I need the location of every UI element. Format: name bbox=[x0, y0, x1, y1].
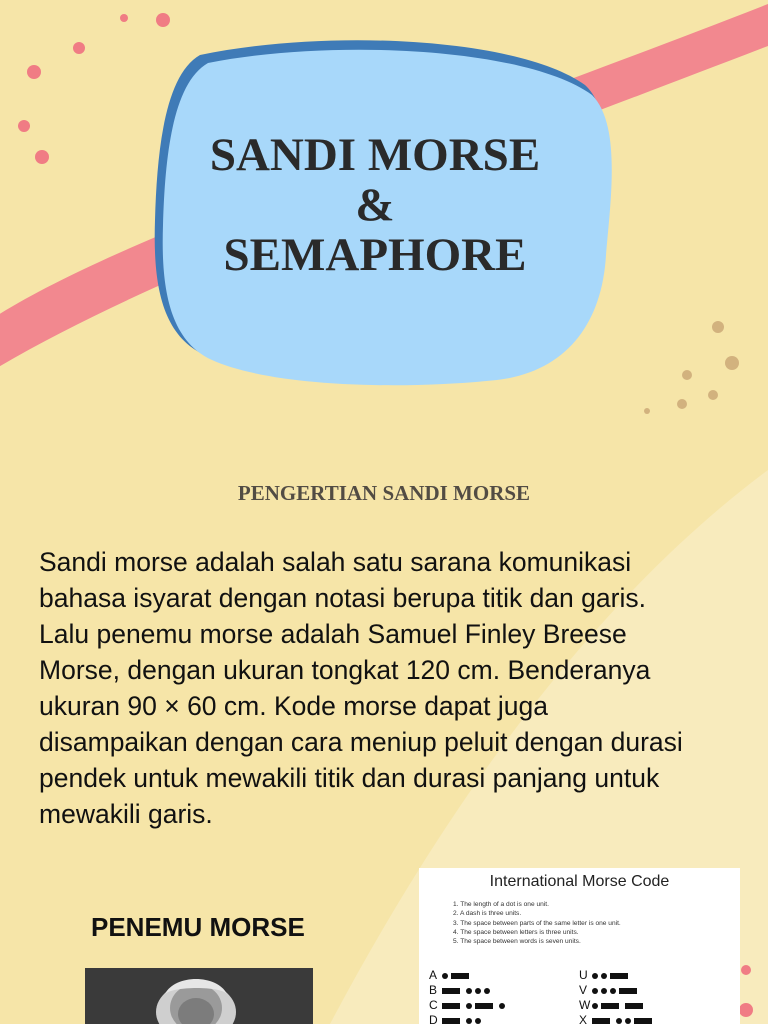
morse-rule: 3. The space between parts of the same letter is one unit. bbox=[453, 919, 621, 927]
morse-dot bbox=[625, 1018, 631, 1024]
morse-letter: C bbox=[429, 998, 438, 1012]
morse-dot bbox=[475, 1018, 481, 1024]
title-line-2: & bbox=[355, 179, 395, 231]
morse-letter: B bbox=[429, 983, 438, 997]
morse-rule: 5. The space between words is seven units. bbox=[453, 938, 581, 946]
morse-dash bbox=[634, 1018, 652, 1024]
morse-letter: U bbox=[579, 968, 588, 982]
morse-dot bbox=[442, 973, 448, 979]
morse-rule: 4. The space between letters is three units. bbox=[453, 928, 579, 936]
morse-dot bbox=[475, 988, 481, 994]
morse-dot bbox=[592, 988, 598, 994]
morse-dash bbox=[610, 973, 628, 979]
page-title bbox=[170, 130, 580, 290]
tan-dots bbox=[644, 321, 739, 414]
morse-dash bbox=[451, 973, 469, 979]
morse-dash bbox=[442, 1018, 460, 1024]
morse-dot bbox=[601, 988, 607, 994]
morse-dot bbox=[592, 1003, 598, 1009]
body-paragraph: Sandi morse adalah salah satu sarana komunikasi bahasa isyarat dengan notasi berupa titik dan garis. Lalu penemu morse adalah Samuel Finley Breese Morse, dengan ukuran tongkat 120 cm. Benderanya ukuran 90 × 60 cm. Kode morse dapat juga disampaikan dengan cara meniup peluit dengan durasi pendek untuk mewakili titik dan durasi panjang untuk mewakili garis. bbox=[39, 547, 683, 829]
morse-code-symbols bbox=[592, 1014, 672, 1024]
morse-dot bbox=[601, 973, 607, 979]
morse-code-symbols bbox=[442, 1014, 522, 1024]
morse-letter: D bbox=[429, 1013, 438, 1024]
morse-code-symbols bbox=[442, 984, 522, 998]
portrait-image bbox=[85, 968, 313, 1024]
morse-dot bbox=[466, 1003, 472, 1009]
morse-code-symbols bbox=[592, 969, 672, 983]
morse-letter: V bbox=[579, 983, 588, 997]
morse-dash bbox=[625, 1003, 643, 1009]
morse-letter: A bbox=[429, 968, 438, 982]
morse-dash bbox=[442, 1003, 460, 1009]
morse-dot bbox=[616, 1018, 622, 1024]
morse-dot bbox=[610, 988, 616, 994]
morse-rule: 1. The length of a dot is one unit. bbox=[453, 901, 549, 908]
title-line-1: SANDI MORSE bbox=[209, 129, 541, 181]
morse-dot bbox=[466, 988, 472, 994]
morse-chart-title: International Morse Code bbox=[489, 873, 670, 890]
morse-dot bbox=[466, 1018, 472, 1024]
morse-dash bbox=[592, 1018, 610, 1024]
morse-dash bbox=[442, 988, 460, 994]
morse-dash bbox=[475, 1003, 493, 1009]
morse-code-chart bbox=[419, 868, 740, 1024]
morse-dash bbox=[601, 1003, 619, 1009]
title-line-3: SEMAPHORE bbox=[223, 229, 527, 281]
inventor-portrait bbox=[85, 968, 313, 1024]
inventor-heading: PENEMU MORSE bbox=[91, 912, 305, 942]
morse-code-symbols bbox=[442, 999, 522, 1013]
morse-dot bbox=[592, 973, 598, 979]
morse-rule: 2. A dash is three units. bbox=[453, 910, 522, 918]
morse-letter: X bbox=[579, 1013, 588, 1024]
morse-dot bbox=[499, 1003, 505, 1009]
morse-code-symbols bbox=[442, 969, 522, 983]
morse-code-symbols bbox=[592, 999, 672, 1013]
morse-letter: W bbox=[579, 998, 591, 1012]
morse-dot bbox=[484, 988, 490, 994]
section-heading: PENGERTIAN SANDI MORSE bbox=[237, 481, 531, 505]
morse-code-symbols bbox=[592, 984, 672, 998]
morse-rules-list bbox=[453, 900, 621, 946]
morse-dash bbox=[619, 988, 637, 994]
